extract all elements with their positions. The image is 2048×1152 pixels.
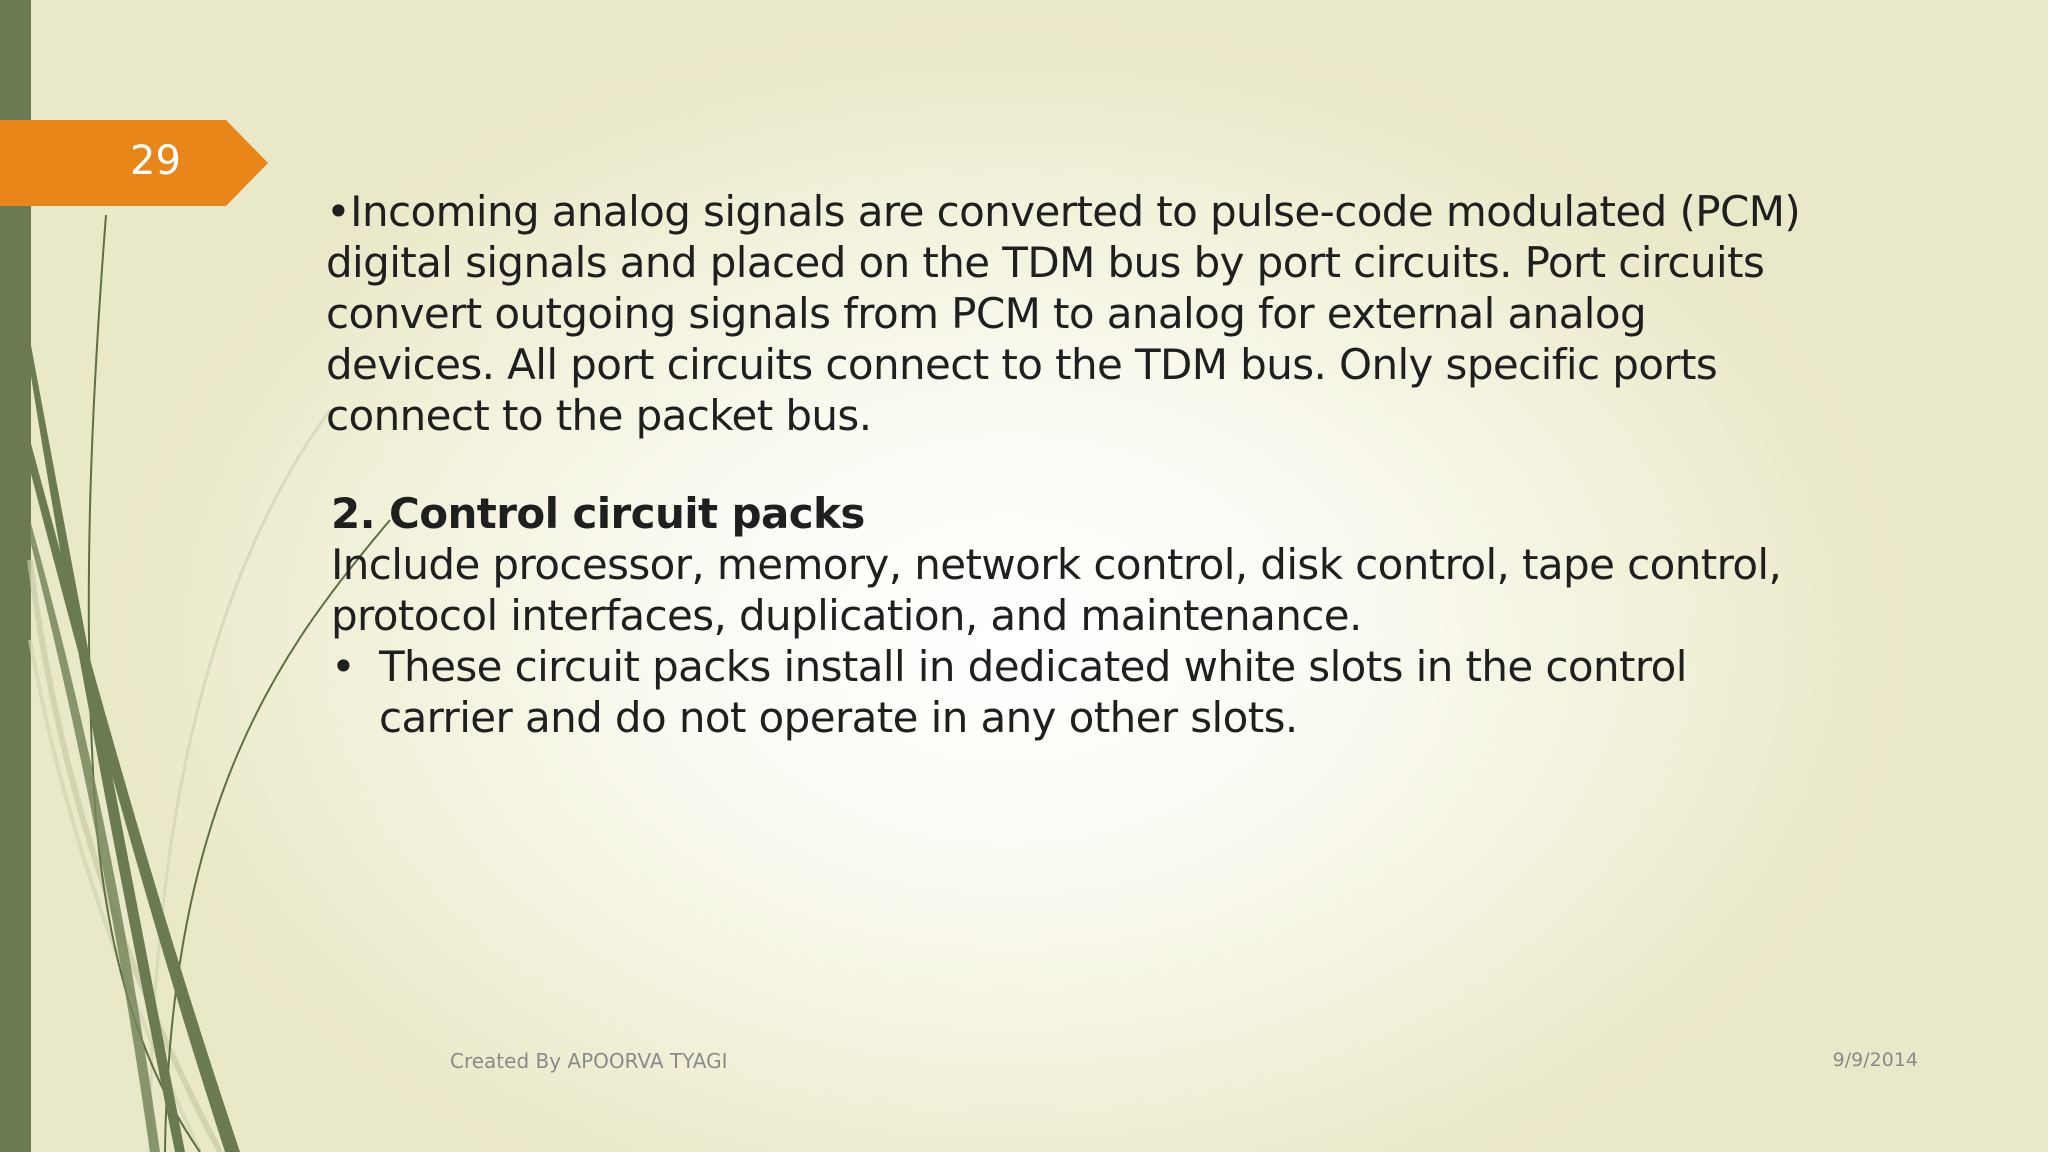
- slide-number: 29: [130, 138, 181, 184]
- section-body: Include processor, memory, network control, disk control, tape control, protocol interfaces, duplication, and maintenance.: [331, 540, 1782, 640]
- bullet-item: [331, 641, 1806, 743]
- slide-content: [326, 186, 1806, 743]
- section-title: 2. Control circuit packs: [331, 489, 865, 538]
- footer-date: 9/9/2014: [1832, 1049, 1918, 1071]
- paragraph-incoming-signals: •Incoming analog signals are converted to pulse-code modulated (PCM) digital signals and placed on the TDM bus by port circuits. Port circuits convert outgoing signals from PCM to analog for external analog devices. All port circuits connect to the TDM bus. Only specific ports connect to the packet bus.: [326, 187, 1801, 440]
- section-control-circuit-packs: [326, 488, 1806, 743]
- footer-author: Created By APOORVA TYAGI: [450, 1049, 728, 1073]
- bullet-marker: •: [331, 642, 356, 691]
- bullet-text: These circuit packs install in dedicated white slots in the control carrier and do not operate in any other slots.: [379, 642, 1687, 742]
